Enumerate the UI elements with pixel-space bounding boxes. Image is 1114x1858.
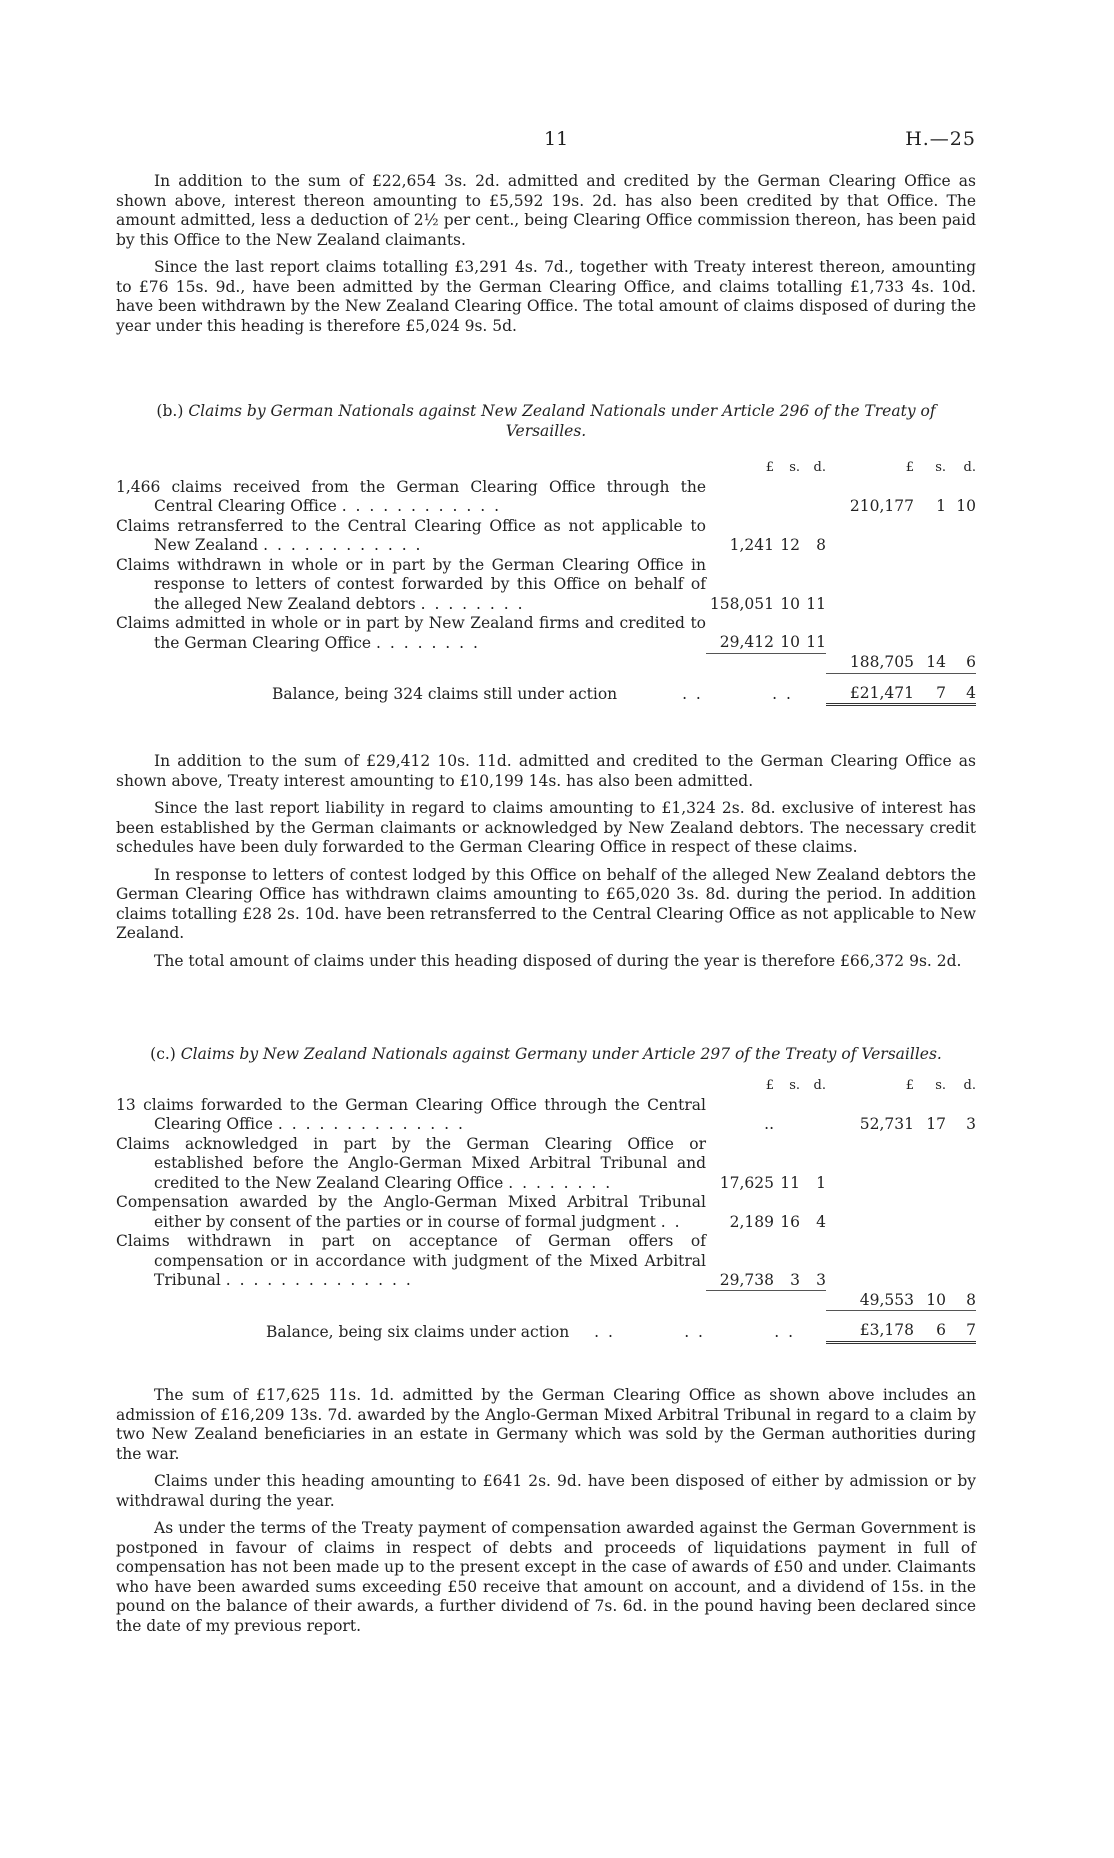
table-row: 13 claims forwarded to the German Clearing Office through the Central Clearing Office . . . . . . . . . . . . . . .. 52,731 17 3 bbox=[116, 1095, 976, 1133]
paragraph: Since the last report claims totalling £3,291 4s. 7d., together with Treaty interest thereon, amounting to £76 15s. 9d., have been admitted by the German Clearing Office, and claims totalling £1,733 4s. 10d. have been withdrawn by the New Zealand Clearing Office. The total amount of claims disposed of during the year under this heading is therefore £5,024 9s. 5d. bbox=[116, 258, 976, 335]
balance-row: Balance, being 324 claims still under action . . . . £21,471 7 4 bbox=[116, 673, 976, 705]
paragraph: In addition to the sum of £29,412 10s. 11d. admitted and credited to the German Clearing Office as shown above, Treaty interest amounting to £10,199 14s. has also been admitted. bbox=[116, 752, 976, 790]
table-row: 1,466 claims received from the German Clearing Office through the Central Clearing Office . . . . . . . . . . . . 210,177 1 10 bbox=[116, 477, 976, 515]
paragraph: In response to letters of contest lodged by this Office on behalf of the alleged New Zealand debtors the German Clearing Office has withdrawn claims amounting to £65,020 3s. 8d. during the period. In addition claims totalling £28 2s. 10d. have been retransferred to the Central Clearing Office as not applicable to New Zealand. bbox=[116, 865, 976, 942]
table-row: Claims withdrawn in part on acceptance of German offers of compensation or in accordance with judgment of the Mixed Arbitral Tribunal . . . . . . . . . . . . . . 29,738 3 3 bbox=[116, 1232, 826, 1289]
table-row: Claims acknowledged in part by the German Clearing Office or established before the Anglo-German Mixed Arbitral Tribunal and credited to the New Zealand Clearing Office . . . . . . . . 17,625 11 1 bbox=[116, 1134, 826, 1192]
report-code: H.—25 bbox=[905, 128, 976, 150]
balance-row: Balance, being six claims under action . . . . . . £3,178 6 7 bbox=[116, 1311, 976, 1343]
subtotal-row: 188,705 14 6 bbox=[116, 653, 976, 673]
table-row: Claims withdrawn in whole or in part by the German Clearing Office in response to letters of contest forwarded by this Office on behalf of the alleged New Zealand debtors . . . . . . . . 158,051 10 11 bbox=[116, 555, 826, 613]
table-row: Compensation awarded by the Anglo-German Mixed Arbitral Tribunal either by consent of the parties or in course of formal judgment . . 2,189 16 4 bbox=[116, 1193, 826, 1231]
section-b-notes bbox=[116, 752, 976, 971]
section-b-title bbox=[116, 402, 976, 441]
units-row: £ s. d. £ s. d. bbox=[765, 1078, 976, 1093]
subtotal-row: 49,553 10 8 bbox=[116, 1291, 976, 1311]
section-c-account-table bbox=[116, 1076, 976, 1344]
paragraph: In addition to the sum of £22,654 3s. 2d. admitted and credited by the German Clearing Office as shown above, interest thereon amounting to £5,592 19s. 2d. has also been credited by that Office. The amount admitted, less a deduction of 2½ per cent., being Clearing Office commission thereon, has been paid by this Office to the New Zealand claimants. bbox=[116, 172, 976, 249]
section-c-title bbox=[116, 1045, 976, 1065]
intro-section bbox=[116, 172, 976, 336]
section-prefix: (c.) bbox=[150, 1045, 176, 1063]
section-heading: Claims by New Zealand Nationals against Germany under Article 297 of the Treaty of Versailles. bbox=[180, 1045, 942, 1063]
section-heading: Claims by German Nationals against New Zealand Nationals under Article 296 of the Treaty of Versailles. bbox=[188, 402, 936, 440]
table-row: Claims retransferred to the Central Clearing Office as not applicable to New Zealand . . . . . . . . . . . . 1,241 12 8 bbox=[116, 516, 826, 554]
paragraph: As under the terms of the Treaty payment of compensation awarded against the German Government is postponed in favour of claims in respect of debts and proceeds of liquidations payment in full of compensation has not been made up to the present except in the case of awards of £50 and under. Claimants who have been awarded sums exceeding £50 receive that amount on account, and a dividend of 15s. in the pound on the balance of their awards, a further dividend of 7s. 6d. in the pound having been declared since the date of my previous report. bbox=[116, 1519, 976, 1635]
paragraph: Since the last report liability in regard to claims amounting to £1,324 2s. 8d. exclusive of interest has been established by the German claimants or acknowledged by New Zealand debtors. The necessary credit schedules have been duly forwarded to the German Clearing Office in respect of these claims. bbox=[116, 799, 976, 856]
units-row: £ s. d. £ s. d. bbox=[765, 460, 976, 475]
paragraph: The sum of £17,625 11s. 1d. admitted by the German Clearing Office as shown above includes an admission of £16,209 13s. 7d. awarded by the Anglo-German Mixed Arbitral Tribunal in regard to a claim by two New Zealand beneficiaries in an estate in Germany which was sold by the German authorities during the war. bbox=[116, 1386, 976, 1463]
page-number: 11 bbox=[544, 128, 569, 150]
paragraph: Claims under this heading amounting to £641 2s. 9d. have been disposed of either by admission or by withdrawal during the year. bbox=[116, 1472, 976, 1510]
section-prefix: (b.) bbox=[156, 402, 184, 420]
table-row: Claims admitted in whole or in part by New Zealand firms and credited to the German Clearing Office . . . . . . . . 29,412 10 11 bbox=[116, 614, 826, 652]
paragraph: The total amount of claims under this heading disposed of during the year is therefore £66,372 9s. 2d. bbox=[154, 951, 962, 970]
section-c-notes bbox=[116, 1386, 976, 1636]
section-b-account-table bbox=[116, 458, 976, 706]
